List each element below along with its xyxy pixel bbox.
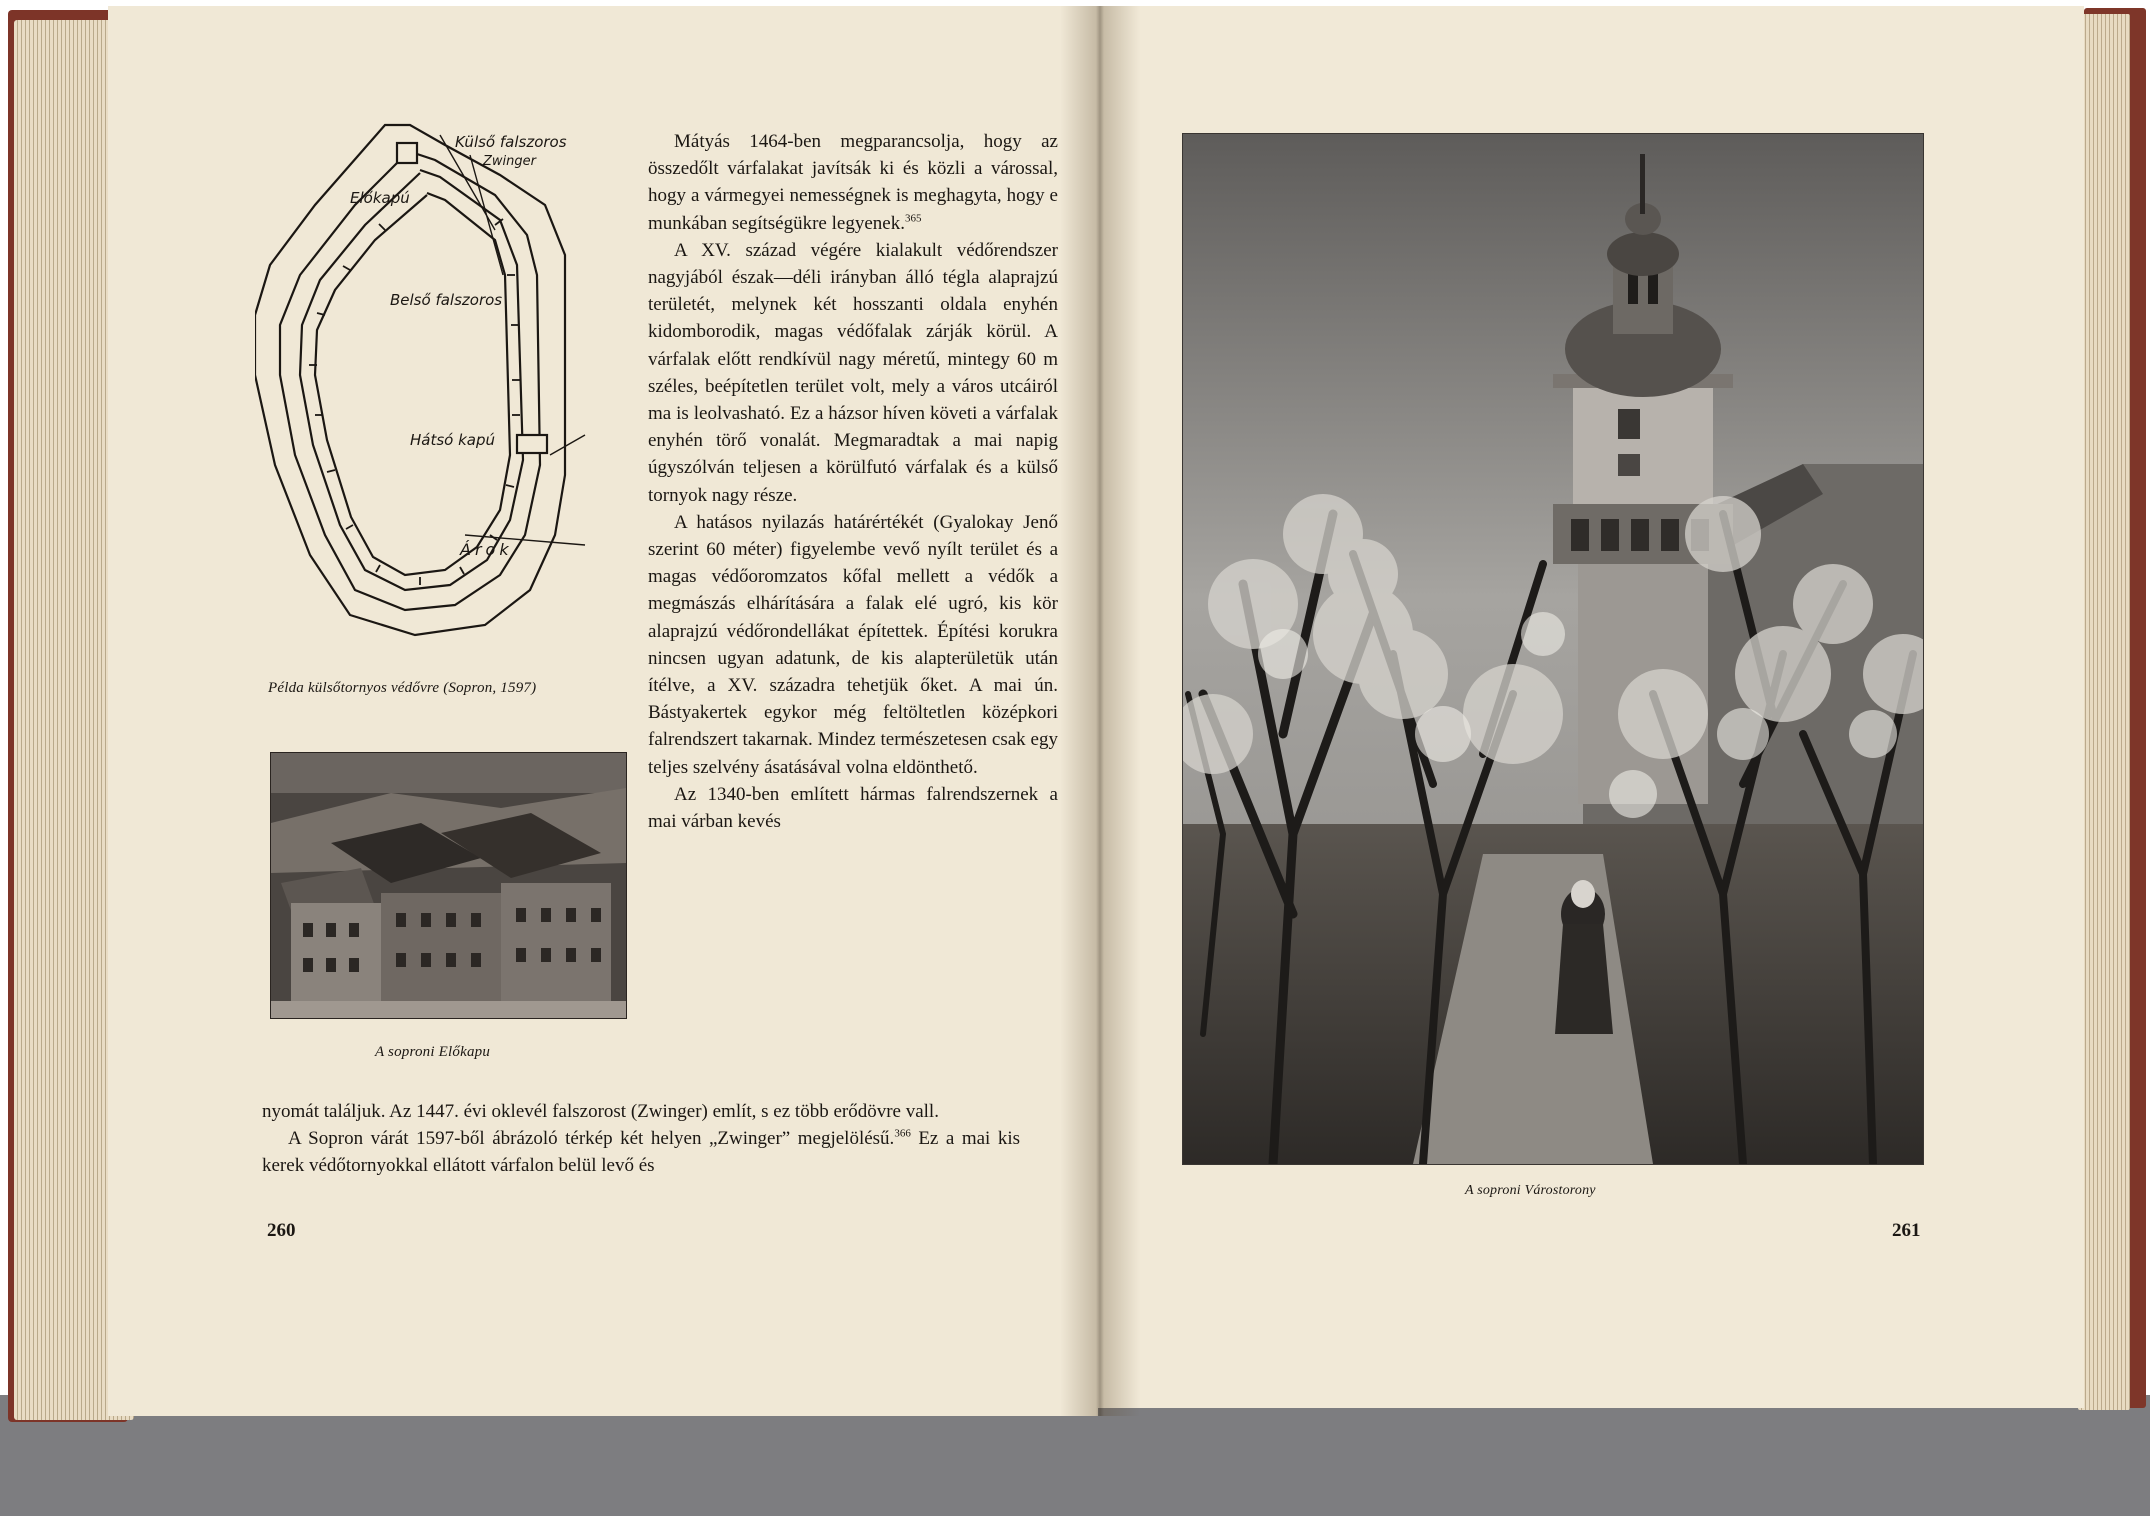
label-elokapu: Előkapú (350, 189, 410, 207)
full-width-text (262, 1098, 1020, 1180)
paragraph-1: Mátyás 1464-ben megparancsolja, hogy az összedőlt várfalakat javítsák ki és közli a várossal, hogy a vármegyei nemességnek is meghagyta, hogy e munkában segítségükre legyenek.$^{365}$ (648, 131, 1058, 234)
label-zwinger: Zwinger (483, 154, 536, 169)
fortification-plan-diagram (255, 115, 625, 645)
footnote-ref-365: 365 (904, 212, 922, 225)
paragraph-2: A XV. század végére kialakult védőrendszer nagyjából észak—déli irányban álló tégla alaprajzú területét, melynek két hosszanti oldala enyhén kidomborodik, magas védőfalak zárják körül. A várfalak előtt rendkívül nagy méretű, mintegy 60 m széles, beépítetlen terület volt, mely a város utcáiról ma is leolvasható. Ez a házsor híven követi a várfalak enyhén törő vonalát. Megmaradtak a mai napig úgyszólván teljesen a körülfutó várfalak és a külső tornyok nagy része. (648, 239, 1058, 506)
diagram-caption: Példa külsőtornyos védővre (Sopron, 1597) (268, 680, 537, 696)
paragraph-4: Az 1340-ben említett hármas falrendszernek a mai várban kevés (648, 783, 1058, 833)
page-stack-right (2078, 14, 2130, 1410)
page-number-left: 260 (267, 1220, 296, 1241)
varostorony-photo (1182, 133, 1924, 1165)
footnote-ref-366: 366 (894, 1127, 911, 1140)
label-hatso-kapu: Hátsó kapú (410, 431, 496, 449)
page-number-right: 261 (1892, 1220, 1921, 1241)
elokapu-photo (270, 752, 627, 1019)
label-belso-falszoros: Belső falszoros (390, 291, 503, 309)
label-kulso-falszoros: Külső falszoros (455, 133, 567, 151)
label-arok: Árok (460, 540, 513, 559)
photo-caption-varostorony: A soproni Várostorony (1465, 1183, 1596, 1198)
photo-caption-elokapu: A soproni Előkapu (375, 1044, 491, 1060)
text-column (648, 128, 1058, 835)
book-gutter (1060, 6, 1140, 1416)
paragraph-6: A Sopron várát 1597-ből ábrázoló térkép két helyen „Zwinger” megjelölésű.$^{366}$ Ez a mai kis kerek védőtornyokkal ellátott várfalon belül levő és (262, 1127, 1021, 1177)
paragraph-3: A hatásos nyilazás határértékét (Gyalokay Jenő szerint 60 méter) figyelembe vevő nyílt terület és a magas védőoromzatos kőfal mellett a védők a megmászás elhárítására a falak elé ugró, kis kör alaprajzú védőrondellákat építettek. Építési korukra nincsen ugyan adatunk, de kis alapterületük után ítélve, a XV. századra tehetjük őket. A mai ún. Bástyakertek egykor még feltöltetlen középkori falrendszert takarnak. Mindez természetesen csak egy teljes szelvény ásatásával volna eldönthető. (648, 511, 1058, 778)
paragraph-5: nyomát találjuk. Az 1447. évi oklevél falszorost (Zwinger) említ, s ez több erődövre vall. (262, 1101, 939, 1122)
